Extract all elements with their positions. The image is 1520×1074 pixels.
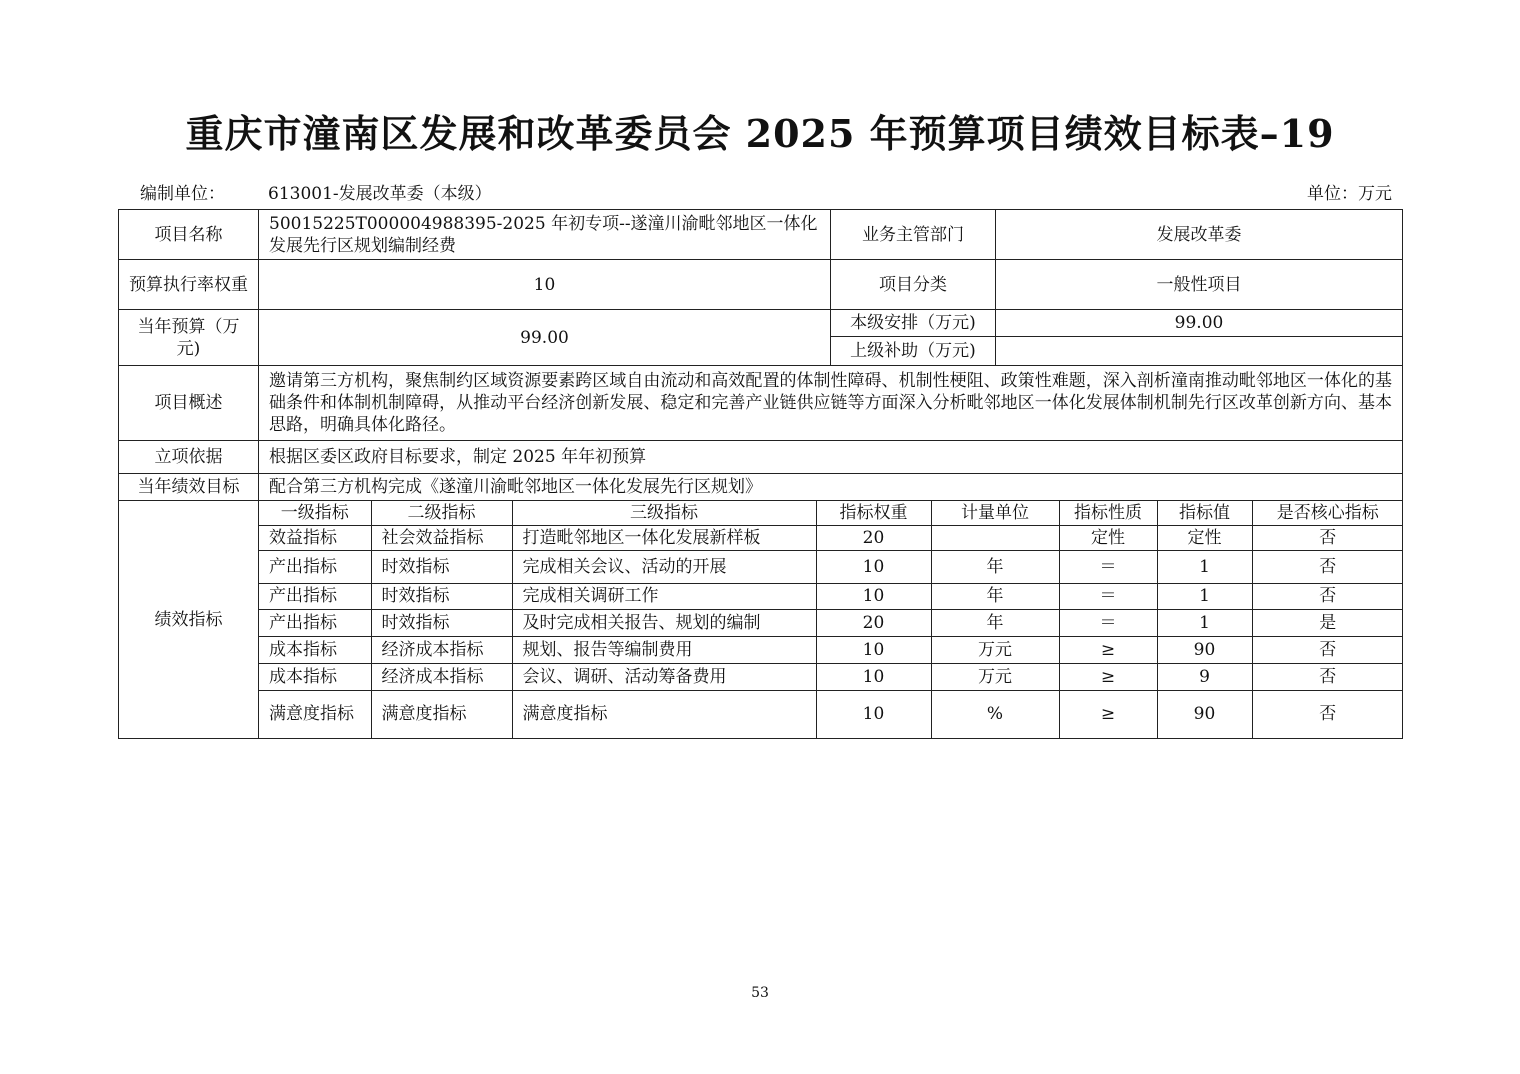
table-row <box>259 550 1403 583</box>
row4-weight: 20 <box>816 609 931 636</box>
row2-level3: 完成相关会议、活动的开展 <box>512 550 816 583</box>
row4-unit: 年 <box>931 609 1059 636</box>
row7-level2: 满意度指标 <box>371 690 512 738</box>
row3-value: 1 <box>1157 583 1252 609</box>
table-row <box>259 636 1403 663</box>
performance-goal-table <box>118 209 1403 739</box>
basis-value: 根据区委区政府目标要求，制定 2025 年年初预算 <box>259 441 1403 474</box>
overview-label: 项目概述 <box>119 366 259 441</box>
row5-value: 90 <box>1157 636 1252 663</box>
row4-level3: 及时完成相关报告、规划的编制 <box>512 609 816 636</box>
goal-label: 当年绩效目标 <box>119 474 259 501</box>
row1-value: 定性 <box>1157 525 1252 550</box>
row2-level2: 时效指标 <box>371 550 512 583</box>
category-label: 项目分类 <box>831 260 996 310</box>
row6-level1: 成本指标 <box>259 663 371 690</box>
row3-level2: 时效指标 <box>371 583 512 609</box>
compiling-unit-label: 编制单位： <box>140 184 225 204</box>
superior-subsidy-label: 上级补助（万元) <box>831 337 996 366</box>
superior-subsidy-value <box>996 337 1403 366</box>
basis-label: 立项依据 <box>119 441 259 474</box>
row5-unit: 万元 <box>931 636 1059 663</box>
currency-unit: 单位：万元 <box>1307 184 1392 204</box>
budget-label: 当年预算（万元) <box>119 310 259 366</box>
table-row <box>259 663 1403 690</box>
header-level1: 一级指标 <box>259 501 371 525</box>
row7-core: 否 <box>1252 690 1403 738</box>
row3-nature: ＝ <box>1059 583 1157 609</box>
header-weight: 指标权重 <box>816 501 931 525</box>
indicators-section-label: 绩效指标 <box>119 501 259 739</box>
row1-unit <box>931 525 1059 550</box>
row2-value: 1 <box>1157 550 1252 583</box>
row1-level2: 社会效益指标 <box>371 525 512 550</box>
table-row <box>259 525 1403 550</box>
row2-unit: 年 <box>931 550 1059 583</box>
row1-core: 否 <box>1252 525 1403 550</box>
header-level3: 三级指标 <box>512 501 816 525</box>
header-level2: 二级指标 <box>371 501 512 525</box>
row6-nature: ≥ <box>1059 663 1157 690</box>
row1-level1: 效益指标 <box>259 525 371 550</box>
goal-value: 配合第三方机构完成《遂潼川渝毗邻地区一体化发展先行区规划》 <box>259 474 1403 501</box>
row7-unit: % <box>931 690 1059 738</box>
row6-value: 9 <box>1157 663 1252 690</box>
table-row <box>259 690 1403 738</box>
row6-unit: 万元 <box>931 663 1059 690</box>
row4-core: 是 <box>1252 609 1403 636</box>
row7-value: 90 <box>1157 690 1252 738</box>
row5-level3: 规划、报告等编制费用 <box>512 636 816 663</box>
category-value: 一般性项目 <box>996 260 1403 310</box>
weight-value: 10 <box>259 260 831 310</box>
dept-label: 业务主管部门 <box>831 210 996 260</box>
row6-weight: 10 <box>816 663 931 690</box>
row4-nature: ＝ <box>1059 609 1157 636</box>
row7-level3: 满意度指标 <box>512 690 816 738</box>
page-title: 重庆市潼南区发展和改革委员会 2025 年预算项目绩效目标表–19 <box>185 111 1335 156</box>
header-nature: 指标性质 <box>1059 501 1157 525</box>
row5-nature: ≥ <box>1059 636 1157 663</box>
project-name-value: 50015225T000004988395-2025 年初专项--遂潼川渝毗邻地区一体化发展先行区规划编制经费 <box>259 210 831 260</box>
page-number: 53 <box>751 985 769 1001</box>
indicators-table <box>259 501 1403 738</box>
row3-unit: 年 <box>931 583 1059 609</box>
budget-value: 99.00 <box>259 310 831 366</box>
table-row <box>259 583 1403 609</box>
local-budget-label: 本级安排（万元) <box>831 310 996 337</box>
row2-core: 否 <box>1252 550 1403 583</box>
project-name-label: 项目名称 <box>119 210 259 260</box>
header-unit: 计量单位 <box>931 501 1059 525</box>
dept-value: 发展改革委 <box>996 210 1403 260</box>
row5-level2: 经济成本指标 <box>371 636 512 663</box>
header-value: 指标值 <box>1157 501 1252 525</box>
row7-weight: 10 <box>816 690 931 738</box>
row1-weight: 20 <box>816 525 931 550</box>
weight-label: 预算执行率权重 <box>119 260 259 310</box>
overview-value: 邀请第三方机构，聚焦制约区域资源要素跨区域自由流动和高效配置的体制性障碍、机制性梗阻、政策性难题，深入剖析潼南推动毗邻地区一体化的基础条件和体制机制障碍，从推动平台经济创新发展、稳定和完善产业链供应链等方面深入分析毗邻地区一体化发展体制机制先行区改革创新方向、基本思路，明确具体化路径。 <box>259 366 1403 441</box>
row6-level2: 经济成本指标 <box>371 663 512 690</box>
row6-core: 否 <box>1252 663 1403 690</box>
row4-level1: 产出指标 <box>259 609 371 636</box>
row7-level1: 满意度指标 <box>259 690 371 738</box>
indicators-cell <box>259 501 1403 739</box>
row5-weight: 10 <box>816 636 931 663</box>
row5-level1: 成本指标 <box>259 636 371 663</box>
row1-level3: 打造毗邻地区一体化发展新样板 <box>512 525 816 550</box>
table-row <box>259 609 1403 636</box>
local-budget-value: 99.00 <box>996 310 1403 337</box>
row2-nature: ＝ <box>1059 550 1157 583</box>
row3-level1: 产出指标 <box>259 583 371 609</box>
row3-weight: 10 <box>816 583 931 609</box>
row4-value: 1 <box>1157 609 1252 636</box>
row4-level2: 时效指标 <box>371 609 512 636</box>
header-core: 是否核心指标 <box>1252 501 1403 525</box>
row5-core: 否 <box>1252 636 1403 663</box>
row2-level1: 产出指标 <box>259 550 371 583</box>
row2-weight: 10 <box>816 550 931 583</box>
row3-core: 否 <box>1252 583 1403 609</box>
row1-nature: 定性 <box>1059 525 1157 550</box>
compiling-unit-value: 613001-发展改革委（本级） <box>268 184 492 204</box>
row7-nature: ≥ <box>1059 690 1157 738</box>
row3-level3: 完成相关调研工作 <box>512 583 816 609</box>
row6-level3: 会议、调研、活动筹备费用 <box>512 663 816 690</box>
